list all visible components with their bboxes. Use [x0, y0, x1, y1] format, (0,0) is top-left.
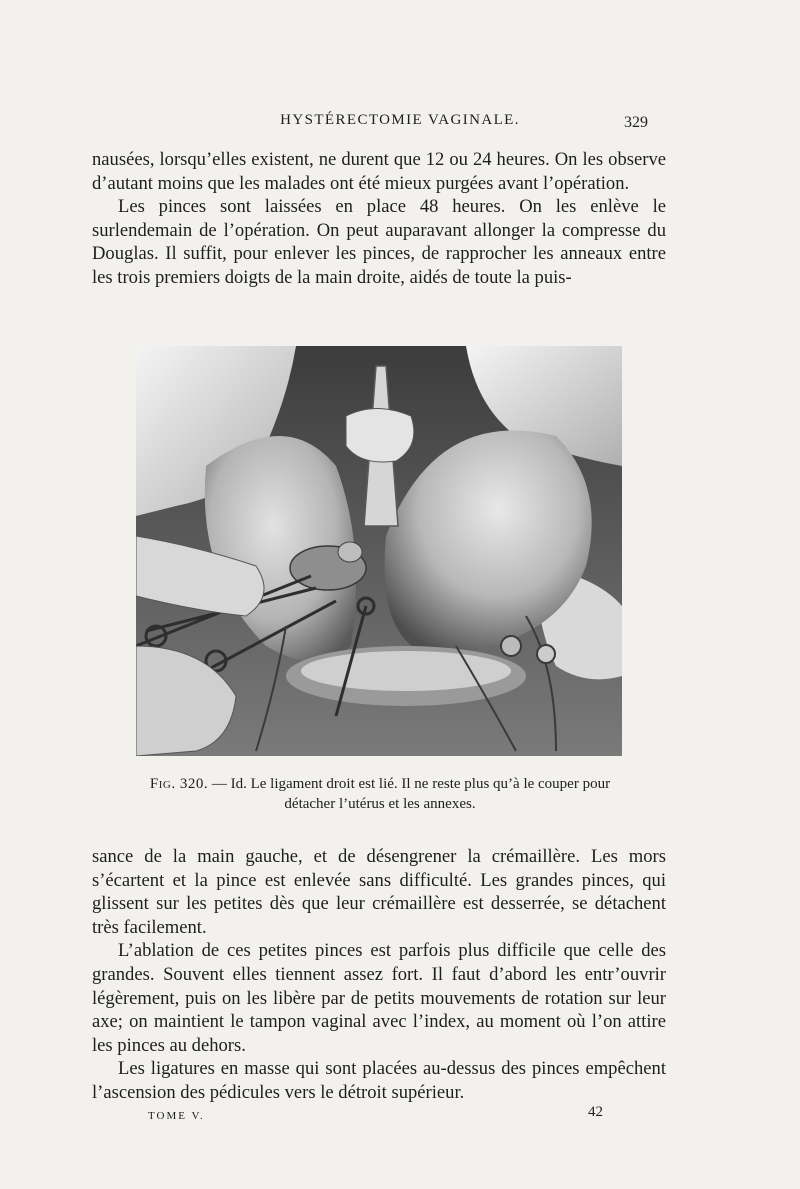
running-title: HYSTÉRECTOMIE VAGINALE.	[280, 112, 520, 128]
paragraph: nausées, lorsqu’elles existent, ne durent que 12 ou 24 heures. On les observe d’autant moins que les malades ont été mieux purgées avant l’opération.	[92, 149, 666, 194]
figure-caption	[130, 774, 630, 814]
body-text-bottom	[92, 845, 666, 1105]
sheet-signature: 42	[588, 1104, 603, 1120]
body-text-top	[92, 148, 666, 290]
illustration-drawing	[136, 346, 622, 756]
page-number: 329	[624, 114, 648, 131]
volume-signature: TOME V.	[148, 1110, 205, 1122]
surgical-illustration	[136, 346, 622, 756]
figure-label: Fig. 320.	[149, 776, 209, 792]
paragraph: L’ablation de ces petites pinces est parfois plus difficile que celle des grandes. Souvent elles tiennent assez fort. Il faut d’abord les entr’ouvrir légèrement, puis on les libère par de petits mouvements de rotation sur leur axe; on maintient le tampon vaginal avec l’index, au moment où l’on attire les pinces au dehors.	[92, 940, 666, 1056]
paragraph: Les pinces sont laissées en place 48 heures. On les enlève le surlendemain de l’opération. On peut auparavant allonger la compresse du Douglas. Il suffit, pour enlever les pinces, de rapprocher les anneaux entre les trois premiers doigts de la main droite, aidés de toute la puis-	[92, 196, 666, 288]
paragraph: sance de la main gauche, et de désengrener la crémaillère. Les mors s’écartent et la pince est enlevée sans difficulté. Les grandes pinces, qui glissent sur les petites dès que leur crémaillère est desserrée, se détachent très facilement.	[92, 846, 666, 938]
paragraph: Les ligatures en masse qui sont placées au-dessus des pinces empêchent l’ascension des pédicules vers le détroit supérieur.	[92, 1058, 666, 1103]
caption-text: — Id. Le ligament droit est lié. Il ne reste plus qu’à le couper pour détacher l’utérus et les annexes.	[208, 776, 611, 812]
